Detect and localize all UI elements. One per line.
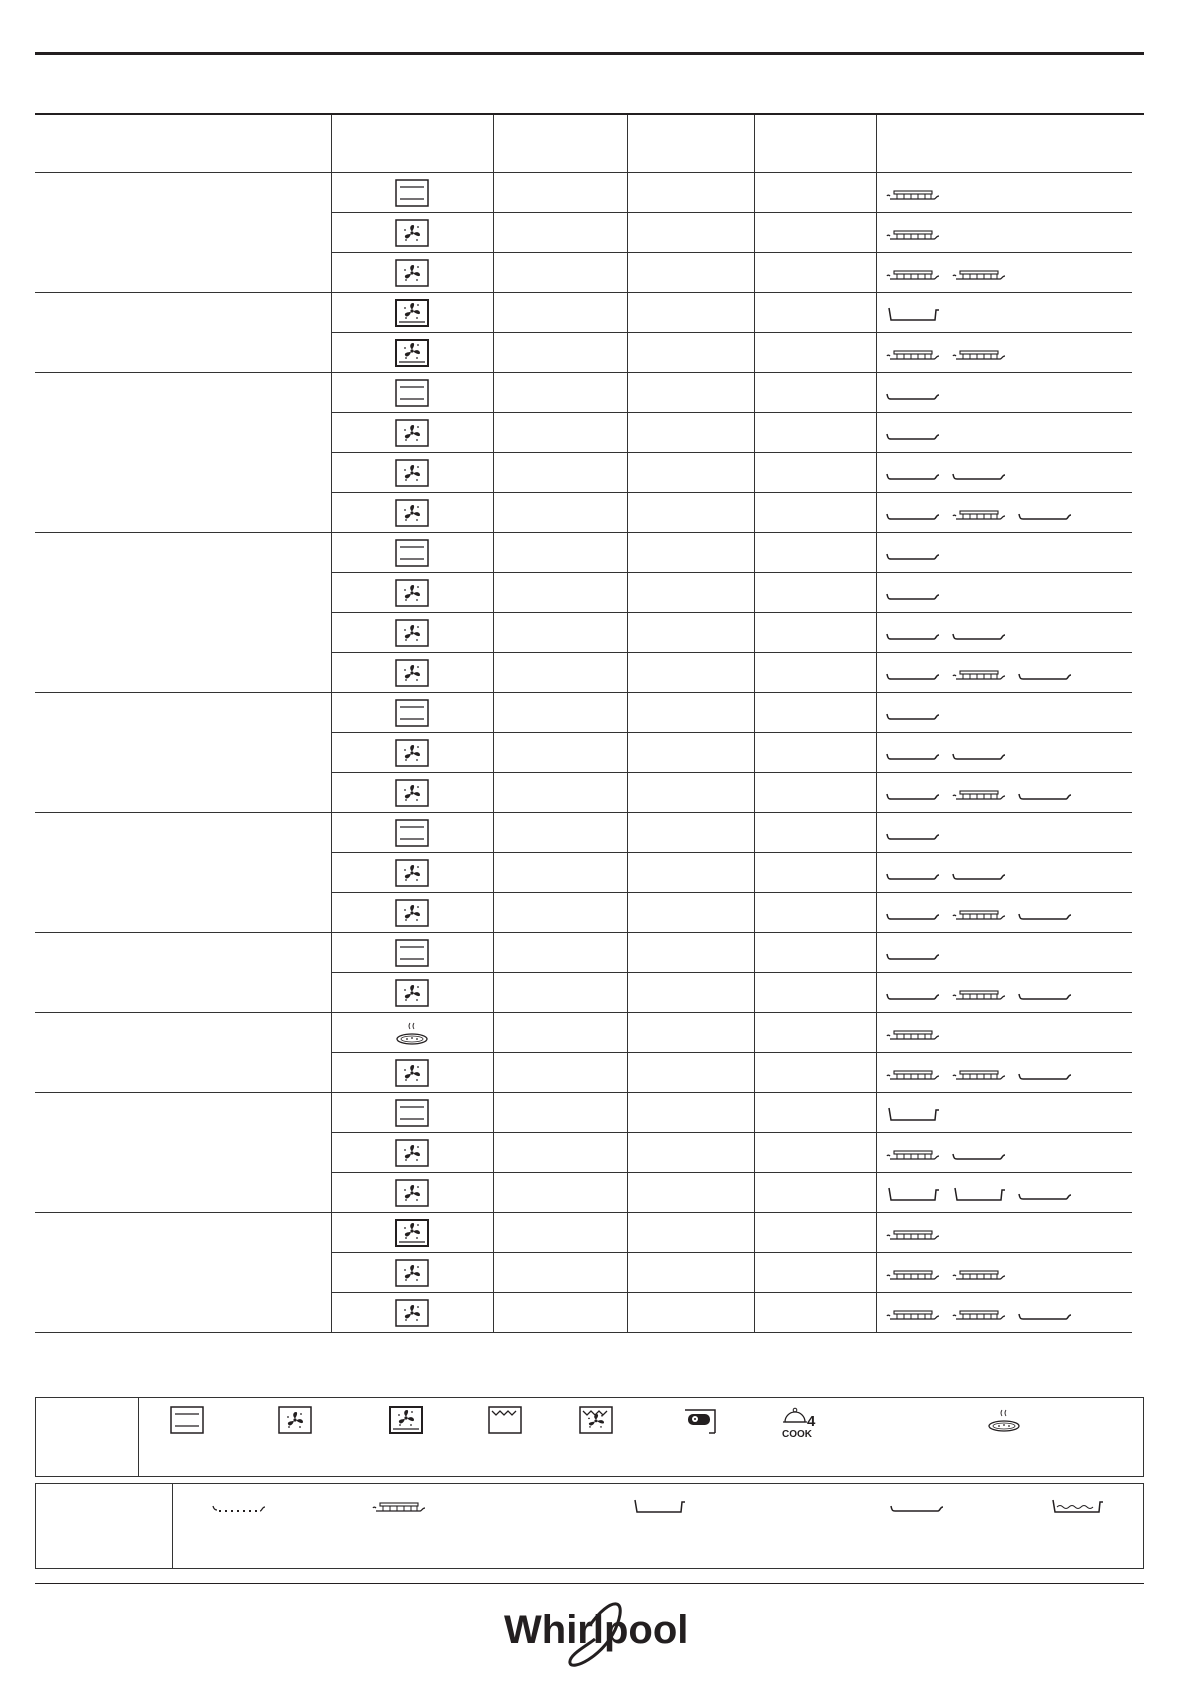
wire-shelf-tray-icon	[885, 1226, 941, 1242]
time-cell	[754, 293, 876, 333]
header-temperature	[627, 115, 754, 173]
accessories-cell	[876, 453, 1132, 493]
wire-shelf-tray-icon	[951, 786, 1007, 802]
baking-tray-icon	[1017, 1306, 1073, 1322]
preheat-cell	[493, 1253, 627, 1293]
accessories-cell	[876, 293, 1132, 333]
baking-tray-icon	[885, 506, 941, 522]
time-cell	[754, 1133, 876, 1173]
drip-tray-icon	[885, 1106, 941, 1122]
wire-shelf-tray-icon	[885, 346, 941, 362]
baking-tray-icon	[885, 386, 941, 402]
function-cell	[331, 1013, 493, 1053]
whirlpool-logo	[490, 1595, 700, 1675]
temperature-cell	[627, 213, 754, 253]
convection-bake-icon	[395, 419, 429, 447]
wire-shelf-tray-icon	[885, 1306, 941, 1322]
time-cell	[754, 1293, 876, 1333]
wire-shelf-tray-icon	[951, 1066, 1007, 1082]
temperature-cell	[627, 293, 754, 333]
time-cell	[754, 573, 876, 613]
time-cell	[754, 453, 876, 493]
baking-tray-icon	[885, 986, 941, 1002]
preheat-cell	[493, 413, 627, 453]
drip-tray-icon	[885, 306, 941, 322]
time-cell	[754, 253, 876, 293]
accessories-cell	[876, 533, 1132, 573]
function-cell	[331, 1133, 493, 1173]
convection-bake-icon	[395, 1259, 429, 1287]
conventional-icon	[395, 379, 429, 407]
baking-tray-icon	[1017, 666, 1073, 682]
function-cell	[331, 1293, 493, 1333]
wire-shelf-tray-icon	[885, 266, 941, 282]
preheat-cell	[493, 733, 627, 773]
drip-tray-icon	[951, 1186, 1007, 1202]
convection-bake-icon	[395, 859, 429, 887]
temperature-cell	[627, 373, 754, 413]
food-cell	[35, 373, 331, 533]
temperature-cell	[627, 533, 754, 573]
accessories-cell	[876, 693, 1132, 733]
preheat-cell	[493, 933, 627, 973]
preheat-cell	[493, 693, 627, 733]
conventional-icon	[395, 699, 429, 727]
function-cell	[331, 253, 493, 293]
accessories-cell	[876, 1253, 1132, 1293]
time-cell	[754, 413, 876, 453]
baking-tray-icon	[885, 626, 941, 642]
temperature-cell	[627, 1213, 754, 1253]
convection-bake-icon	[395, 899, 429, 927]
convection-bake-icon	[395, 779, 429, 807]
accessories-cell	[876, 1053, 1132, 1093]
function-cell	[331, 533, 493, 573]
wire-shelf-tray-icon	[885, 226, 941, 242]
function-cell	[331, 1053, 493, 1093]
accessories-cell	[876, 1293, 1132, 1333]
baking-tray-icon	[885, 786, 941, 802]
accessories-cell	[876, 1213, 1132, 1253]
temperature-cell	[627, 1093, 754, 1133]
food-cell	[35, 813, 331, 933]
time-cell	[754, 813, 876, 853]
accessories-cell	[876, 853, 1132, 893]
temperature-cell	[627, 813, 754, 853]
baking-tray-icon	[885, 426, 941, 442]
temperature-cell	[627, 1133, 754, 1173]
table-row	[35, 373, 1132, 413]
accessories-cell	[876, 213, 1132, 253]
accessories-cell	[876, 333, 1132, 373]
baking-tray-icon	[885, 946, 941, 962]
time-cell	[754, 373, 876, 413]
legend-function-item	[683, 1406, 717, 1434]
pizza-icon	[987, 1406, 1021, 1434]
convection-bake-icon	[395, 499, 429, 527]
wire-shelf-tray-icon	[951, 986, 1007, 1002]
function-cell	[331, 213, 493, 253]
temperature-cell	[627, 893, 754, 933]
temperature-cell	[627, 693, 754, 733]
table-row	[35, 1093, 1132, 1133]
time-cell	[754, 853, 876, 893]
header-function	[331, 115, 493, 173]
conventional-icon	[170, 1406, 204, 1434]
time-cell	[754, 893, 876, 933]
legend-function-item	[781, 1406, 821, 1445]
header-food	[35, 115, 331, 173]
accessories-cell	[876, 773, 1132, 813]
table-row	[35, 693, 1132, 733]
temperature-cell	[627, 613, 754, 653]
accessories-cell	[876, 813, 1132, 853]
baking-tray-icon	[885, 746, 941, 762]
food-cell	[35, 533, 331, 693]
table-row	[35, 293, 1132, 333]
table-row	[35, 173, 1132, 213]
preheat-cell	[493, 613, 627, 653]
preheat-cell	[493, 1293, 627, 1333]
time-cell	[754, 1213, 876, 1253]
baking-tray-icon	[885, 666, 941, 682]
drip-tray-water-icon	[1049, 1498, 1105, 1514]
baking-tray-icon	[885, 546, 941, 562]
wire-shelf-tray-icon	[885, 1026, 941, 1042]
convection-bake-icon	[395, 659, 429, 687]
preheat-cell	[493, 973, 627, 1013]
header-preheat	[493, 115, 627, 173]
table-row	[35, 813, 1132, 853]
table-header-row	[35, 115, 1132, 173]
wire-shelf-tray-icon	[885, 186, 941, 202]
preheat-cell	[493, 293, 627, 333]
legend-function-item	[389, 1406, 423, 1434]
time-cell	[754, 333, 876, 373]
accessories-cell	[876, 413, 1132, 453]
conventional-icon	[395, 1099, 429, 1127]
function-cell	[331, 333, 493, 373]
wire-shelf-tray-icon	[885, 1066, 941, 1082]
time-cell	[754, 533, 876, 573]
function-legend	[35, 1397, 1144, 1477]
table-body	[35, 173, 1132, 1333]
header-time	[754, 115, 876, 173]
turbo-grill-icon	[579, 1406, 613, 1434]
function-cell	[331, 653, 493, 693]
table-row	[35, 1213, 1132, 1253]
legend-divider	[138, 1398, 139, 1476]
function-cell	[331, 573, 493, 613]
food-cell	[35, 933, 331, 1013]
time-cell	[754, 1053, 876, 1093]
food-cell	[35, 1213, 331, 1333]
accessories-cell	[876, 893, 1132, 933]
grill-icon	[488, 1406, 522, 1434]
conventional-icon	[395, 939, 429, 967]
accessories-cell	[876, 253, 1132, 293]
temperature-cell	[627, 333, 754, 373]
accessories-cell	[876, 733, 1132, 773]
accessories-cell	[876, 1173, 1132, 1213]
time-cell	[754, 693, 876, 733]
accessories-cell	[876, 653, 1132, 693]
legend-accessory-item	[211, 1496, 277, 1514]
baking-tray-icon	[885, 906, 941, 922]
baking-tray-icon	[1017, 986, 1073, 1002]
forced-air-icon	[395, 299, 429, 327]
preheat-cell	[493, 213, 627, 253]
time-cell	[754, 1253, 876, 1293]
legend-accessory-item	[631, 1496, 697, 1514]
legend-function-item	[987, 1406, 1021, 1434]
temperature-cell	[627, 1053, 754, 1093]
forced-air-icon	[389, 1406, 423, 1434]
preheat-cell	[493, 373, 627, 413]
baking-tray-icon	[951, 746, 1007, 762]
legend-accessory-item	[889, 1496, 955, 1514]
temperature-cell	[627, 573, 754, 613]
conventional-icon	[395, 179, 429, 207]
baking-tray-icon	[951, 866, 1007, 882]
wire-shelf-tray-icon	[951, 666, 1007, 682]
accessories-cell	[876, 373, 1132, 413]
accessories-cell	[876, 933, 1132, 973]
accessories-cell	[876, 493, 1132, 533]
accessories-cell	[876, 1133, 1132, 1173]
wire-shelf-tray-icon	[951, 266, 1007, 282]
cook4-icon	[781, 1406, 821, 1440]
accessories-cell	[876, 173, 1132, 213]
baking-tray-icon	[885, 706, 941, 722]
temperature-cell	[627, 1293, 754, 1333]
preheat-cell	[493, 813, 627, 853]
function-cell	[331, 1093, 493, 1133]
legend-function-item	[170, 1406, 204, 1434]
cook4-label: COOK	[782, 1429, 812, 1440]
function-cell	[331, 613, 493, 653]
baking-tray-icon	[1017, 506, 1073, 522]
table-row	[35, 1013, 1132, 1053]
food-cell	[35, 173, 331, 293]
temperature-cell	[627, 1013, 754, 1053]
preheat-cell	[493, 1053, 627, 1093]
preheat-cell	[493, 893, 627, 933]
time-cell	[754, 773, 876, 813]
baking-tray-icon	[951, 1146, 1007, 1162]
cook4-number: 4	[807, 1413, 816, 1430]
temperature-cell	[627, 413, 754, 453]
preheat-cell	[493, 333, 627, 373]
forced-air-icon	[395, 339, 429, 367]
convection-bake-icon	[395, 1059, 429, 1087]
preheat-cell	[493, 173, 627, 213]
temperature-cell	[627, 973, 754, 1013]
preheat-cell	[493, 653, 627, 693]
baking-tray-icon	[1017, 786, 1073, 802]
baking-tray-icon	[885, 586, 941, 602]
convection-bake-icon	[395, 219, 429, 247]
function-cell	[331, 1253, 493, 1293]
temperature-cell	[627, 853, 754, 893]
wire-shelf-tray-icon	[951, 906, 1007, 922]
preheat-cell	[493, 453, 627, 493]
temperature-cell	[627, 253, 754, 293]
temperature-cell	[627, 453, 754, 493]
baking-tray-icon	[1017, 1066, 1073, 1082]
function-cell	[331, 293, 493, 333]
wire-shelf-tray-icon	[885, 1146, 941, 1162]
food-cell	[35, 293, 331, 373]
function-cell	[331, 773, 493, 813]
table-row	[35, 533, 1132, 573]
accessories-cell	[876, 1093, 1132, 1133]
accessories-cell	[876, 613, 1132, 653]
legend-function-item	[579, 1406, 613, 1434]
convection-bake-icon	[395, 619, 429, 647]
accessories-cell	[876, 973, 1132, 1013]
temperature-cell	[627, 1173, 754, 1213]
convection-bake-icon	[395, 1139, 429, 1167]
function-cell	[331, 693, 493, 733]
function-cell	[331, 413, 493, 453]
wire-shelf-tray-icon	[371, 1498, 427, 1514]
baking-tray-icon	[885, 866, 941, 882]
baking-tray-icon	[951, 626, 1007, 642]
time-cell	[754, 173, 876, 213]
function-cell	[331, 893, 493, 933]
table-row	[35, 933, 1132, 973]
cooking-table	[35, 115, 1132, 1333]
wire-shelf-tray-icon	[951, 1266, 1007, 1282]
baking-tray-icon	[885, 826, 941, 842]
function-cell	[331, 1173, 493, 1213]
convection-bake-icon	[395, 1299, 429, 1327]
wire-shelf-tray-icon	[951, 1306, 1007, 1322]
wire-shelf-icon	[211, 1498, 267, 1514]
preheat-cell	[493, 1173, 627, 1213]
drip-tray-icon	[631, 1498, 687, 1514]
preheat-cell	[493, 493, 627, 533]
preheat-cell	[493, 1133, 627, 1173]
time-cell	[754, 213, 876, 253]
top-rule	[35, 52, 1144, 55]
convection-bake-icon	[278, 1406, 312, 1434]
preheat-cell	[493, 1013, 627, 1053]
accessories-cell	[876, 1013, 1132, 1053]
convection-bake-icon	[395, 579, 429, 607]
time-cell	[754, 493, 876, 533]
accessories-cell	[876, 573, 1132, 613]
convection-bake-icon	[395, 259, 429, 287]
preheat-cell	[493, 773, 627, 813]
legend-function-item	[278, 1406, 312, 1434]
preheat-cell	[493, 853, 627, 893]
function-cell	[331, 493, 493, 533]
wire-shelf-tray-icon	[951, 506, 1007, 522]
temperature-cell	[627, 653, 754, 693]
legend-function-item	[488, 1406, 522, 1434]
logo-wordmark: Whirlpool	[504, 1608, 689, 1652]
food-cell	[35, 1013, 331, 1093]
time-cell	[754, 613, 876, 653]
function-cell	[331, 373, 493, 413]
baking-tray-icon	[889, 1498, 945, 1514]
temperature-cell	[627, 733, 754, 773]
accessory-legend	[35, 1483, 1144, 1569]
baking-tray-icon	[1017, 906, 1073, 922]
header-level-accessories	[876, 115, 1132, 173]
temperature-cell	[627, 933, 754, 973]
function-cell	[331, 813, 493, 853]
preheat-cell	[493, 1213, 627, 1253]
function-cell	[331, 933, 493, 973]
temperature-cell	[627, 1253, 754, 1293]
preheat-cell	[493, 253, 627, 293]
preheat-cell	[493, 573, 627, 613]
conventional-icon	[395, 539, 429, 567]
baking-tray-icon	[951, 466, 1007, 482]
time-cell	[754, 1013, 876, 1053]
drip-tray-icon	[885, 1186, 941, 1202]
time-cell	[754, 973, 876, 1013]
footer-rule	[35, 1583, 1144, 1584]
maxi-cooking-icon	[683, 1406, 717, 1434]
conventional-icon	[395, 819, 429, 847]
pizza-icon	[395, 1019, 429, 1047]
wire-shelf-tray-icon	[951, 346, 1007, 362]
temperature-cell	[627, 493, 754, 533]
baking-tray-icon	[1017, 1186, 1073, 1202]
function-cell	[331, 853, 493, 893]
time-cell	[754, 933, 876, 973]
baking-tray-icon	[885, 466, 941, 482]
food-cell	[35, 1093, 331, 1213]
wire-shelf-tray-icon	[885, 1266, 941, 1282]
convection-bake-icon	[395, 979, 429, 1007]
time-cell	[754, 1173, 876, 1213]
function-cell	[331, 173, 493, 213]
convection-bake-icon	[395, 739, 429, 767]
time-cell	[754, 733, 876, 773]
legend-divider	[172, 1484, 173, 1568]
food-cell	[35, 693, 331, 813]
temperature-cell	[627, 173, 754, 213]
function-cell	[331, 733, 493, 773]
convection-bake-icon	[395, 1179, 429, 1207]
function-cell	[331, 453, 493, 493]
legend-accessory-item	[1049, 1496, 1115, 1514]
function-cell	[331, 1213, 493, 1253]
time-cell	[754, 1093, 876, 1133]
function-cell	[331, 973, 493, 1013]
temperature-cell	[627, 773, 754, 813]
preheat-cell	[493, 1093, 627, 1133]
forced-air-icon	[395, 1219, 429, 1247]
time-cell	[754, 653, 876, 693]
convection-bake-icon	[395, 459, 429, 487]
legend-accessory-item	[371, 1496, 437, 1514]
preheat-cell	[493, 533, 627, 573]
